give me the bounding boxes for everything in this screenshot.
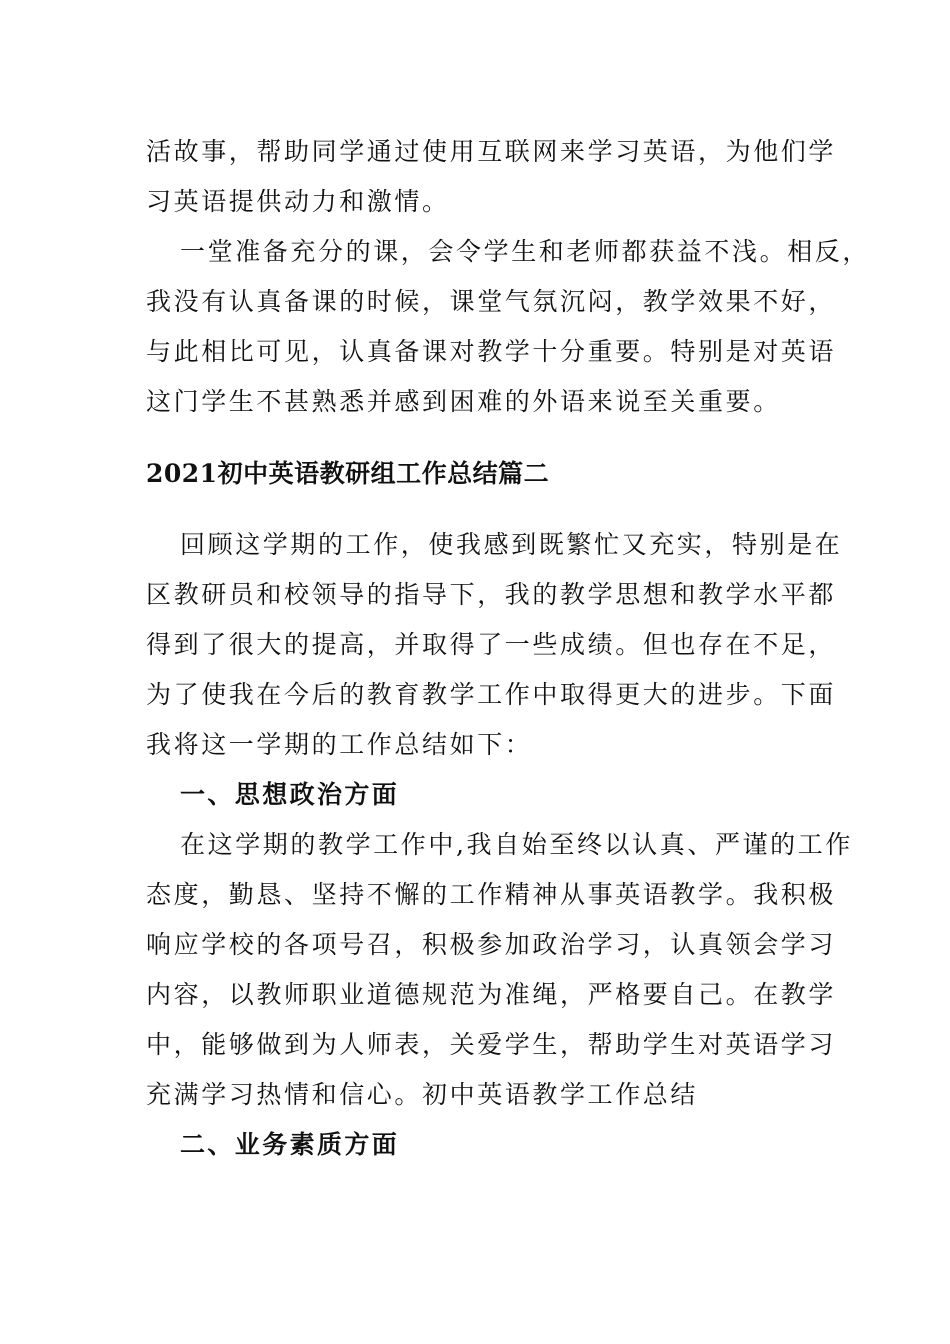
- paragraph-line: 区教研员和校领导的指导下，我的教学思想和教学水平都: [146, 580, 837, 609]
- paragraph-line: 在这学期的教学工作中,我自始至终以认真、严谨的工作: [180, 830, 853, 859]
- paragraph-line: 充满学习热情和信心。初中英语教学工作总结: [146, 1080, 699, 1109]
- paragraph-line: 得到了很大的提高，并取得了一些成绩。但也存在不足，: [146, 630, 837, 659]
- subheading-professional-quality: 二、业务素质方面: [180, 1130, 400, 1159]
- paragraph-line: 习英语提供动力和激情。: [146, 187, 450, 216]
- paragraph-line: 与此相比可见，认真备课对教学十分重要。特别是对英语: [146, 337, 837, 366]
- paragraph-line: 我将这一学期的工作总结如下：: [146, 730, 533, 759]
- paragraph-line: 中，能够做到为人师表，关爱学生，帮助学生对英语学习: [146, 1030, 837, 1059]
- paragraph-line: 内容，以教师职业道德规范为准绳，严格要自己。在教学: [146, 980, 837, 1009]
- paragraph-line: 响应学校的各项号召，积极参加政治学习，认真领会学习: [146, 930, 837, 959]
- section-title: 2021初中英语教研组工作总结篇二: [146, 459, 550, 488]
- paragraph-line: 一堂准备充分的课，会令学生和老师都获益不浅。相反，: [180, 237, 871, 266]
- paragraph-line: 态度，勤恳、坚持不懈的工作精神从事英语教学。我积极: [146, 880, 837, 909]
- paragraph-line: 为了使我在今后的教育教学工作中取得更大的进步。下面: [146, 680, 837, 709]
- paragraph-line: 我没有认真备课的时候，课堂气氛沉闷，教学效果不好，: [146, 287, 837, 316]
- subheading-thought-politics: 一、思想政治方面: [180, 780, 400, 809]
- paragraph-line: 回顾这学期的工作，使我感到既繁忙又充实，特别是在: [180, 530, 843, 559]
- paragraph-line: 活故事，帮助同学通过使用互联网来学习英语，为他们学: [146, 137, 837, 166]
- paragraph-line: 这门学生不甚熟悉并感到困难的外语来说至关重要。: [146, 387, 781, 416]
